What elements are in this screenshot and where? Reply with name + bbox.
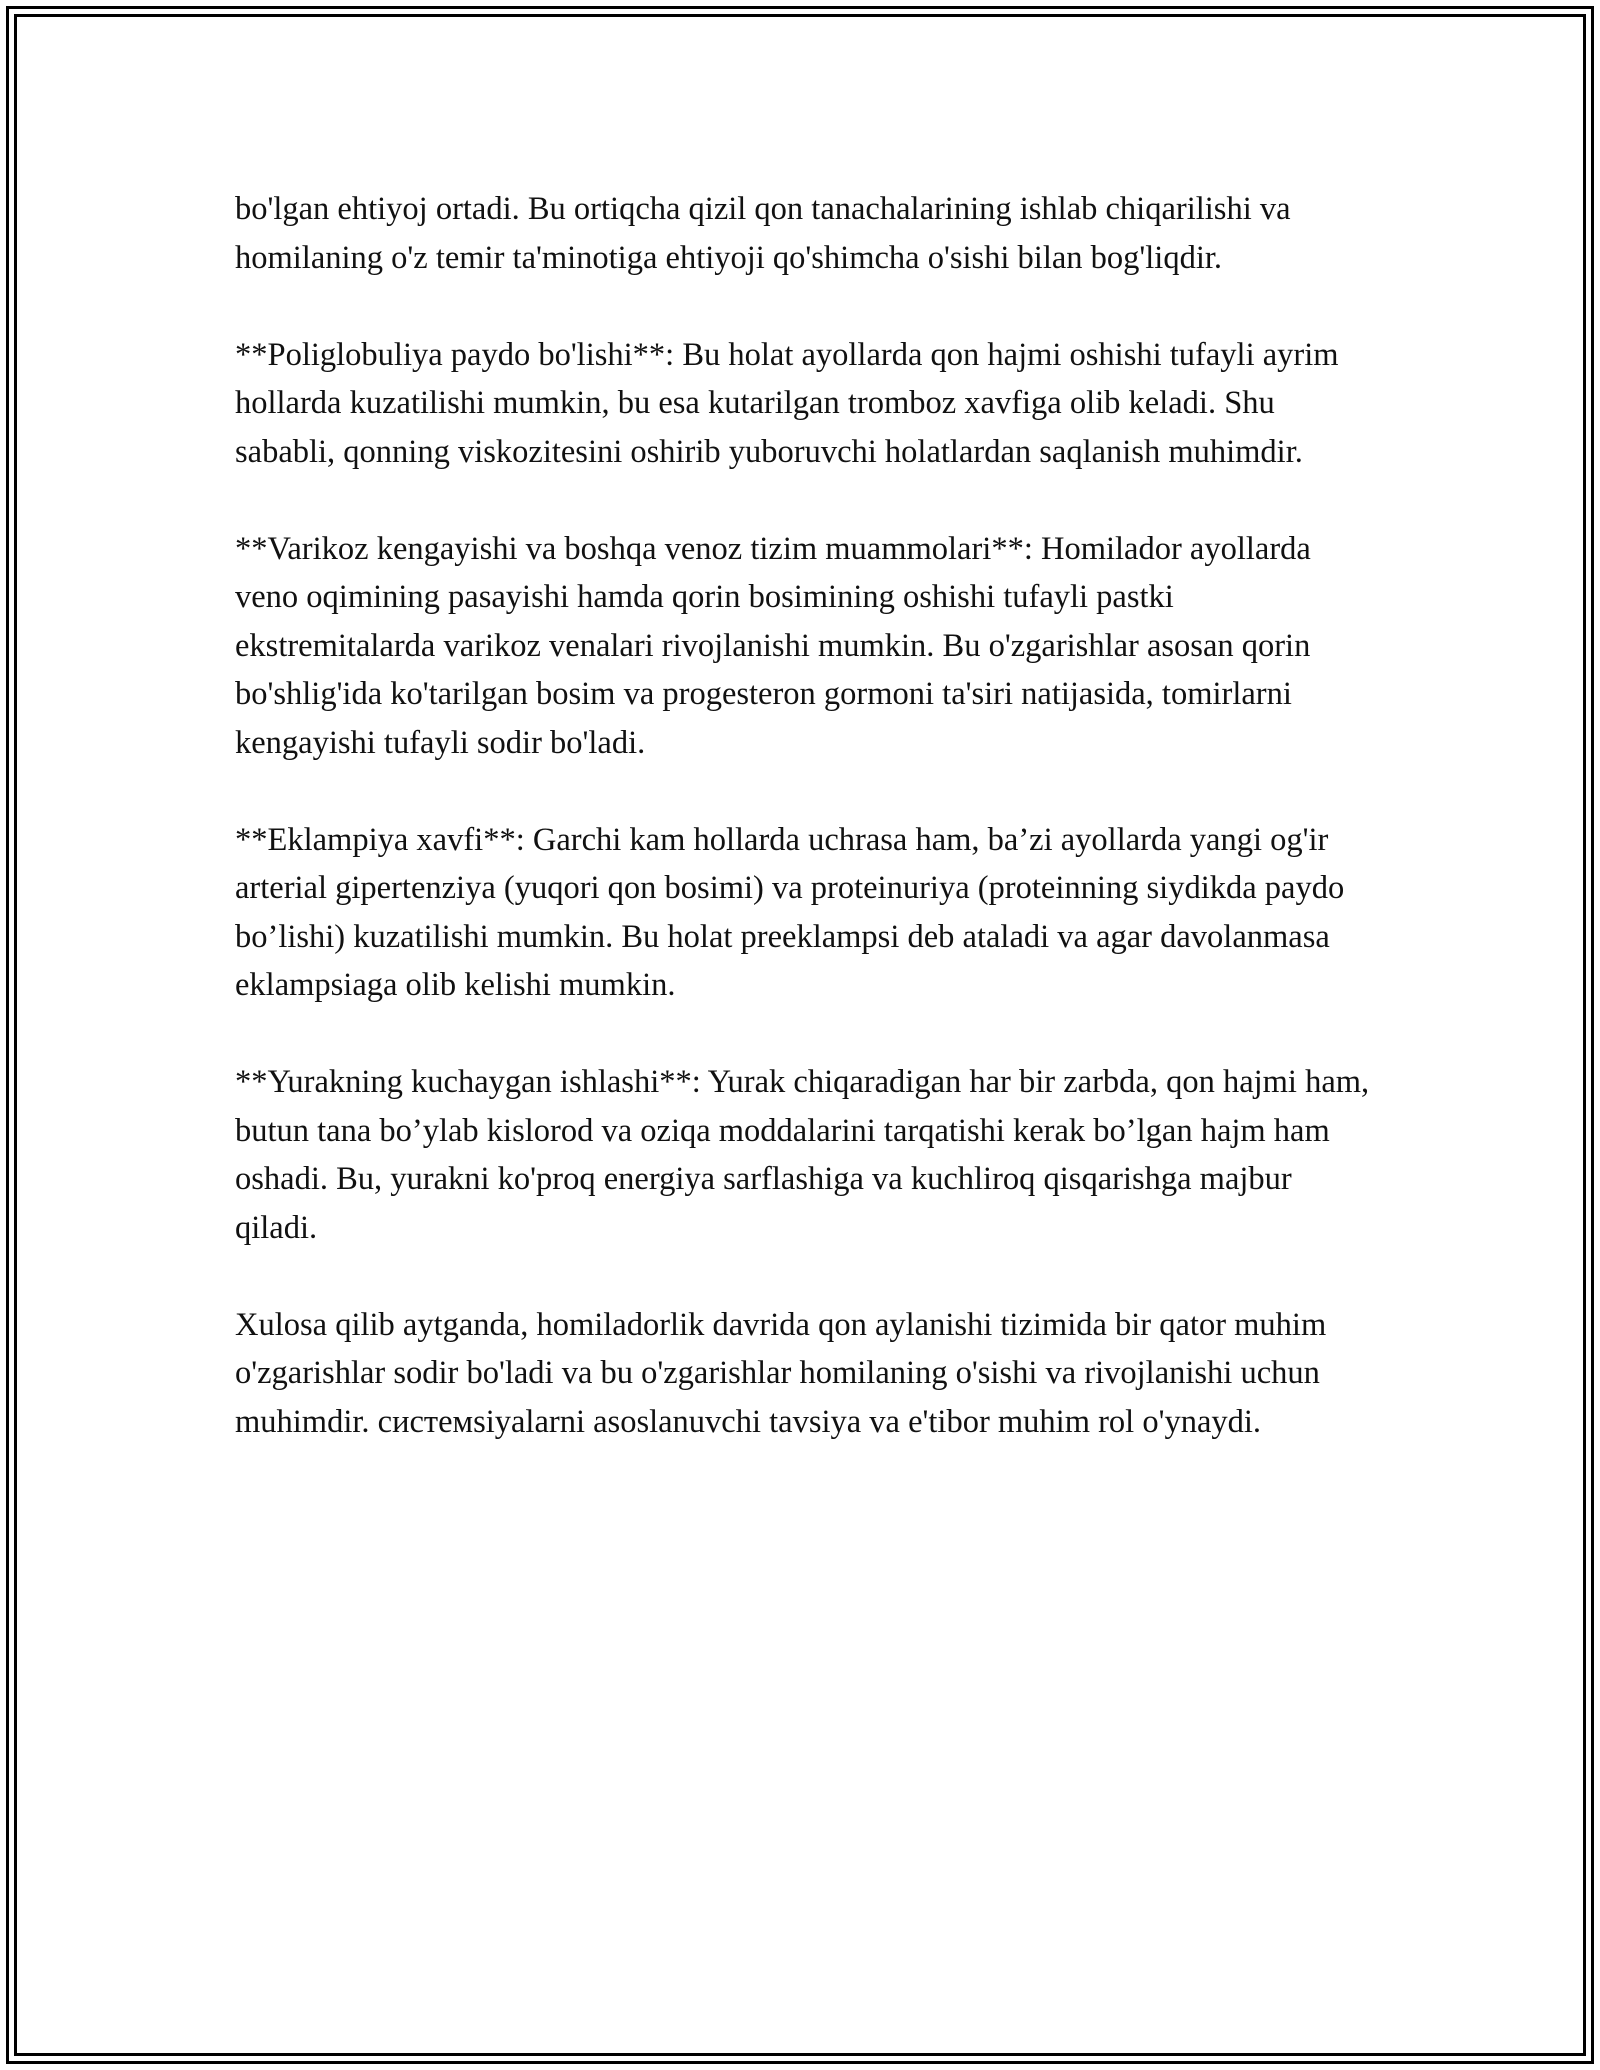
paragraph-eclampsia: **Eklampiya xavfi**: Garchi kam hollarda uchrasa ham, ba’zi ayollarda yangi og'ir arterial gipertenziya (yuqori qon bosimi) va proteinuriya (proteinning siydikda paydo bo’lishi) kuzatilishi mumkin. Bu holat preeklampsi deb ataladi va agar davolanmasa eklampsiaga olib kelishi mumkin. — [235, 821, 1345, 1003]
paragraph-polyglobulia: **Poliglobuliya paydo bo'lishi**: Bu holat ayollarda qon hajmi oshishi tufayli ayrim hollarda kuzatilishi mumkin, bu esa kutarilgan tromboz xavfiga olib keladi. Shu sababli, qonning viskozitesini oshirib yuboruvchi holatlardan saqlanish muhimdir. — [235, 336, 1339, 470]
paragraph-heart-workload: **Yurakning kuchaygan ishlashi**: Yurak chiqaradigan har bir zarbda, qon hajmi ham, butun tana bo’ylab kislorod va oziqa moddalarini tarqatishi kerak bo’lgan hajm ham oshadi. Bu, yurakni ko'proq energiya sarflashiga va kuchliroq qisqarishga majbur qiladi. — [235, 1064, 1370, 1246]
paragraph-iron-demand: bo'lgan ehtiyoj ortadi. Bu ortiqcha qizil qon tanachalarining ishlab chiqarilishi va homilaning o'z temir ta'minotiga ehtiyoji qo'shimcha o'sishi bilan bog'liqdir. — [235, 191, 1291, 276]
paragraph-conclusion: Xulosa qilib aytganda, homiladorlik davrida qon aylanishi tizimida bir qator muhim o'zgarishlar sodir bo'ladi va bu o'zgarishlar homilaning o'sishi va rivojlanishi uchun muhimdir. системsiyalarni asoslanuvchi tavsiya va e'tibor muhim rol o'ynaydi. — [235, 1306, 1327, 1440]
paragraph-varicose: **Varikoz kengayishi va boshqa venoz tizim muammolari**: Homilador ayollarda veno oqimining pasayishi hamda qorin bosimining oshishi tufayli pastki ekstremitalarda varikoz venalari rivojlanishi mumkin. Bu o'zgarishlar asosan qorin bo'shlig'ida ko'tarilgan bosim va progesteron gormoni ta'siri natijasida, tomirlarni kengayishi tufayli sodir bo'ladi. — [235, 530, 1311, 761]
document-body — [235, 185, 1375, 1495]
